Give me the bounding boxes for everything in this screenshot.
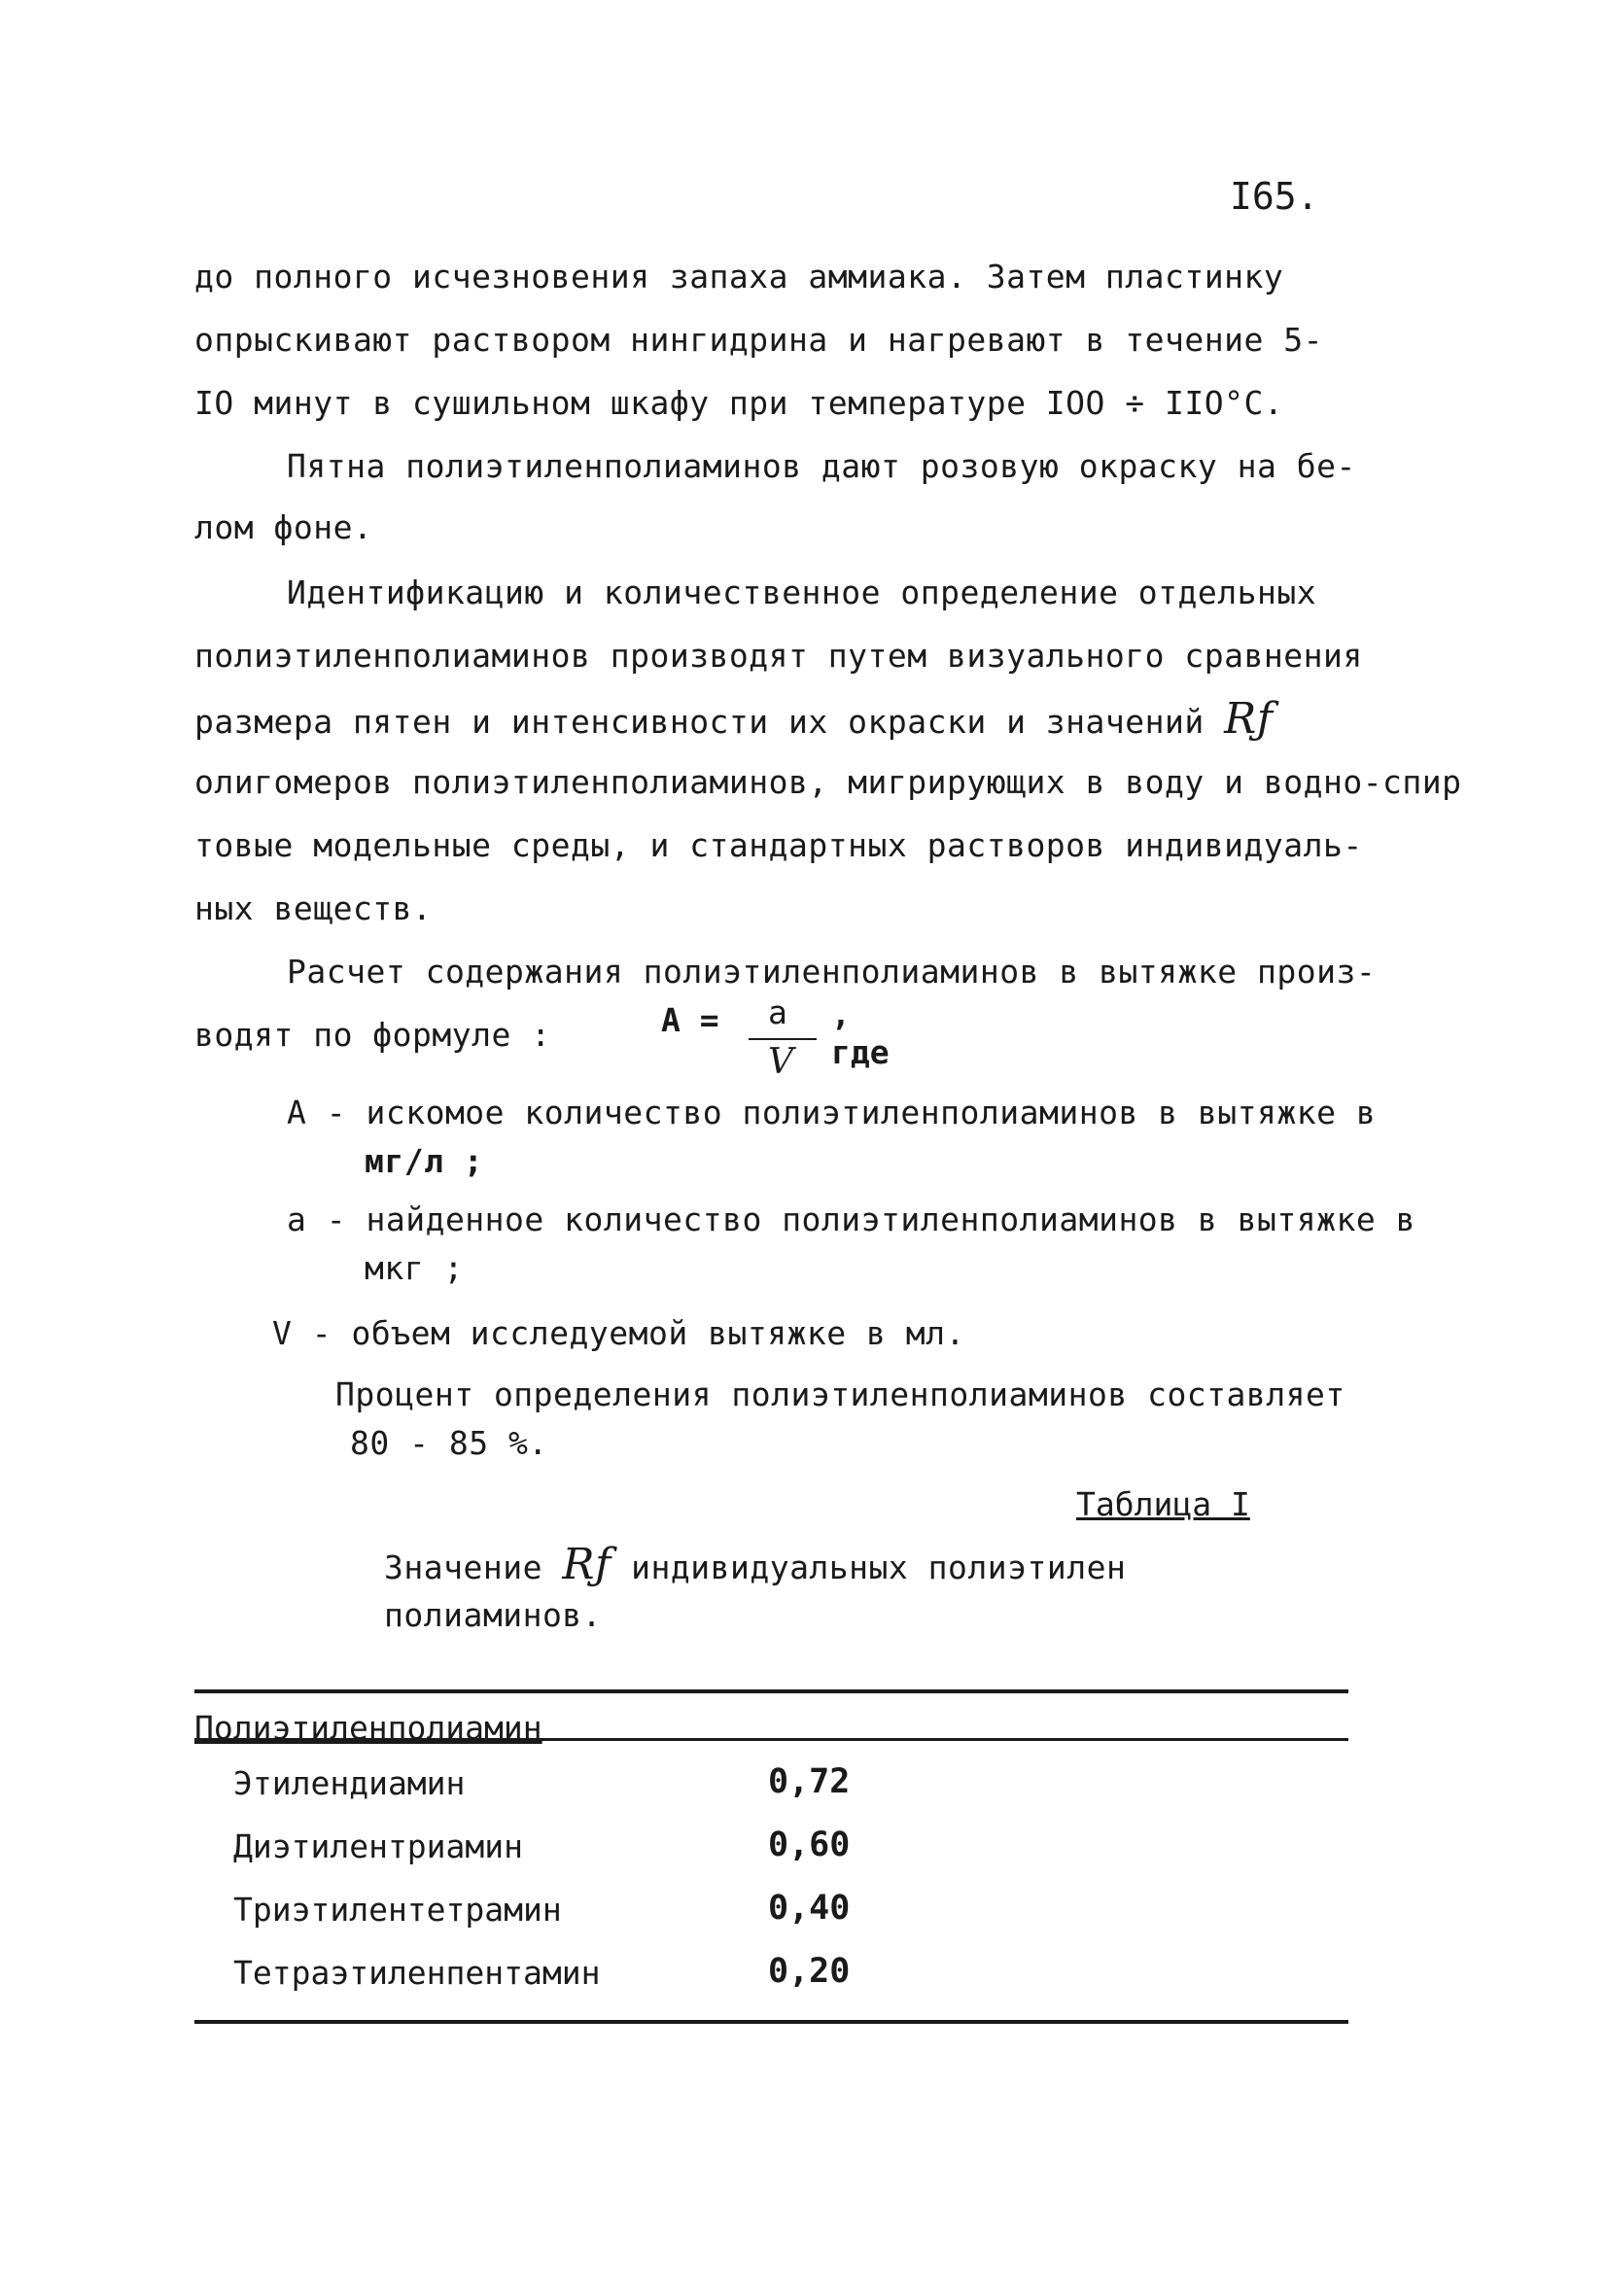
table-cell-value: 0,20	[768, 1952, 851, 1991]
page-number: I65.	[1230, 175, 1319, 218]
text-line: до полного исчезновения запаха аммиака. Затем пластинку	[194, 258, 1284, 296]
text-line: IO минут в сушильном шкафу при температуре IOO ÷ IIO°С.	[194, 384, 1284, 422]
text-line: Процент определения полиэтиленполиаминов составляет	[335, 1375, 1345, 1413]
formula-numerator: а	[768, 993, 787, 1031]
formula-tail: , где	[831, 995, 890, 1071]
table-header-rule	[194, 1738, 1348, 1741]
formula-lhs: А =	[661, 1001, 719, 1039]
text-line: 80 - 85 %.	[350, 1424, 548, 1462]
text-line: Пятна полиэтиленполиаминов дают розовую окраску на бе-	[287, 447, 1356, 485]
table-cell-value: 0,40	[768, 1889, 851, 1928]
rf-symbol: Rƒ	[562, 1540, 611, 1589]
text-span: Значение	[384, 1548, 542, 1586]
definition-line: А - искомое количество полиэтиленполиаминов в вытяжке в	[287, 1094, 1377, 1131]
text-line: товые модельные среды, и стандартных растворов индивидуаль-	[194, 826, 1363, 864]
definition-line: мг/л ;	[365, 1142, 484, 1180]
text-span: размера пятен и интенсивности их окраски и значений	[194, 703, 1205, 741]
formula	[661, 993, 890, 1091]
table-cell-name: Триэтилентетрамин	[233, 1891, 562, 1929]
text-line: лом фоне.	[194, 508, 373, 546]
formula-denominator: V	[768, 1042, 793, 1082]
text-line: опрыскивают раствором нингидрина и нагревают в течение 5-	[194, 321, 1323, 359]
table-title: полиаминов.	[384, 1596, 603, 1634]
text-line: олигомеров полиэтиленполиаминов, мигрирующих в воду и водно-спир	[194, 763, 1462, 801]
table-cell-value: 0,60	[768, 1826, 851, 1864]
definition-line: V - объем исследуемой вытяжке в мл.	[272, 1314, 965, 1352]
text-span: индивидуальных полиэтилен	[631, 1548, 1127, 1586]
table-bottom-rule	[194, 2020, 1348, 2024]
table-title	[384, 1540, 1127, 1589]
table-cell-name: Этилендиамин	[233, 1764, 466, 1802]
table-cell-value: 0,72	[768, 1762, 851, 1801]
text-line: Идентификацию и количественное определение отдельных	[287, 574, 1317, 611]
text-line	[194, 694, 1274, 744]
table-caption: Таблица I	[1076, 1485, 1250, 1523]
text-line: ных веществ.	[194, 889, 433, 927]
table-header: Полиэтиленполиамин	[194, 1709, 542, 1747]
definition-line: мкг ;	[365, 1249, 464, 1287]
table-cell-name: Диэтилентриамин	[233, 1827, 524, 1865]
rf-symbol: Rƒ	[1224, 694, 1274, 744]
definition-line: а - найденное количество полиэтиленполиаминов в вытяжке в	[287, 1200, 1415, 1238]
table-cell-name: Тетраэтиленпентамин	[233, 1954, 601, 1992]
fraction-bar	[749, 1038, 817, 1040]
text-line: Расчет содержания полиэтиленполиаминов в вытяжке произ-	[287, 953, 1377, 991]
table-top-rule	[194, 1689, 1348, 1693]
text-line: водят по формуле :	[194, 1016, 551, 1054]
text-line: полиэтиленполиаминов производят путем визуального сравнения	[194, 637, 1363, 675]
